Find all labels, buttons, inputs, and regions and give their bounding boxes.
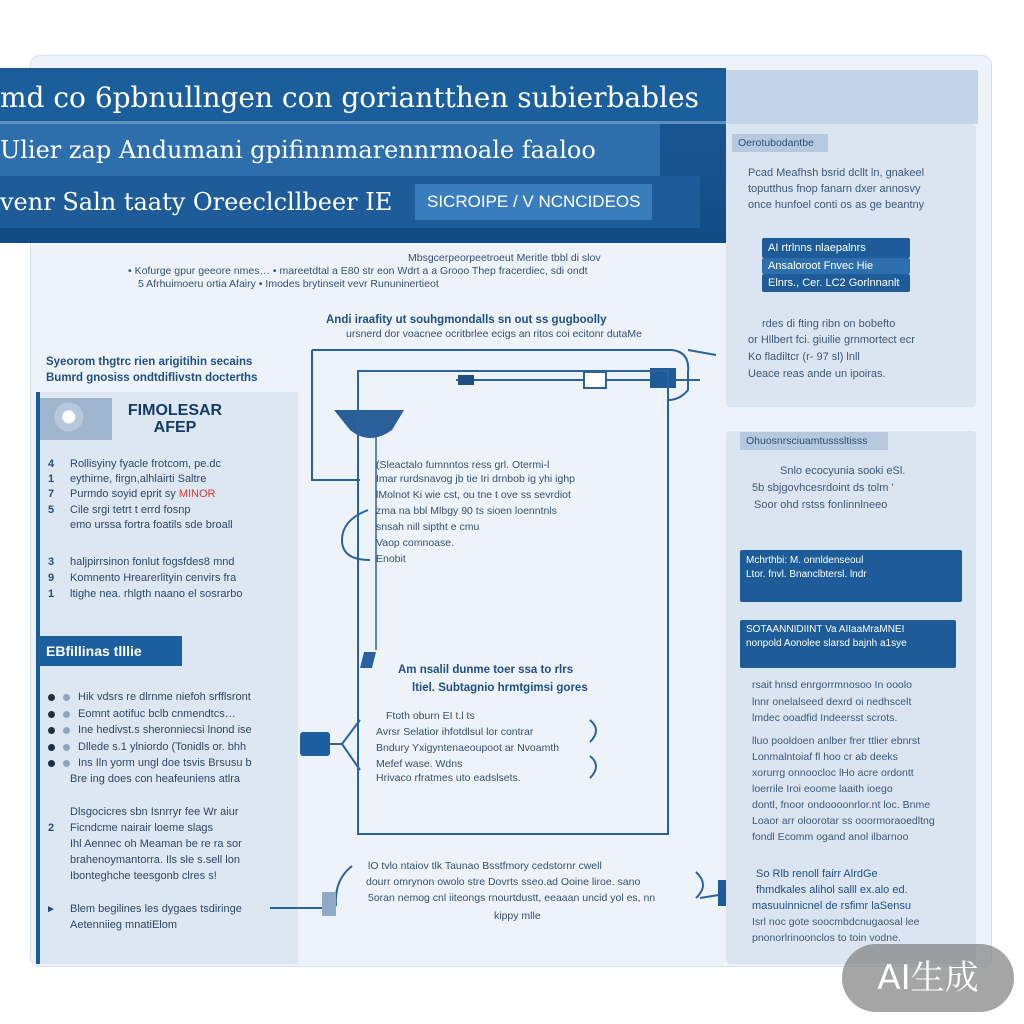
diagram-lower-line: Mefef wase. Wdns <box>376 758 463 770</box>
header-note-left-2: 5 Afrhuimoeru ortia Afairy • Imodes brytinseit vevr Rununinertieot <box>138 278 439 290</box>
diagram-text-line: lMolnot Ki wie cst, ou tne t ove ss sevrdiot <box>376 489 571 501</box>
diagram-lower-line: Avrsr Selatior ihfotdlsul lor contrar <box>376 726 534 738</box>
right-card-line: Snlo ecocyunia sooki eSl. <box>780 465 906 477</box>
left-intro-line-2: Bumrd gnosiss ondtdiflivstn docterths <box>46 372 258 384</box>
diagram-text-line: Vaop comnoase. <box>376 537 455 549</box>
right-card-line: Ko fladiltcr (r- 97 sl) lnll <box>748 351 860 363</box>
list-item: 5 Cile srgi tetrt t errd fosnp <box>48 504 191 516</box>
right-card-line: rsait hnsd enrgorrmnosoo In ooolo <box>752 679 912 691</box>
right-card-line: rdes di fting ribn on bobefto <box>762 318 896 330</box>
right-card-line: or Hllbert fci. giuilie grnmortect ecr <box>748 334 915 346</box>
diagram-footer-line: lO tvlo ntaiov tlk Taunao Bsstfmory cedstornr cwell <box>368 860 602 872</box>
list-item: emo urssa fortra foatils sde broall <box>70 519 233 531</box>
left-intro-line-1: Syeorom thgtrc rien arigitihin secains <box>46 356 253 368</box>
bullet-item: Eomnt aotifuc bclb cnmendtcs… <box>48 707 288 721</box>
header-note-center: Mbsgcerpeorpeetroeut Meritle tbbl di slov <box>408 252 601 264</box>
right-card-line: fondl Ecomm ogand anol ilbarnoo <box>752 831 909 843</box>
right-card-title: Oerotubodantbe <box>732 134 828 152</box>
right-card-line: Ueace reas ande un ipoiras. <box>748 368 886 380</box>
bullet-item: Ine hedivst.s sheronniecsi lnond ise <box>48 723 288 737</box>
right-card-line: lluo pooldoen anlber frer ttlier ebnrst <box>752 735 921 747</box>
list-item: brahenoymantorra. Ils sle s.sell lon <box>70 854 240 866</box>
bullet-item: Dllede s.1 ylniordo (Tonidls or. bhh <box>48 740 288 754</box>
list-item: 2 Ficndcme nairair loeme slags <box>48 822 214 834</box>
diagram-footer-line: 5oran nemog cnl iiteongs rnourtdustt, eeaaan uncid yol es, nn <box>368 892 656 904</box>
diagram-lower-line: Hrivaco rfratmes uto eadslsets. <box>376 772 521 784</box>
right-card-title: Ohuosnrsciuamtusssltisss <box>740 432 888 450</box>
right-card-line: once hunfoel conti os as ge beantny <box>748 199 925 211</box>
right-card-line: masuuinnicnel de rsfimr laSensu <box>752 900 911 912</box>
diagram-text-line: Imar rurdsnavog jb tie Iri drnbob ig yhi ighp <box>376 473 576 485</box>
right-card-line: 5b sbjgovhcesrdoint ds tolm ' <box>752 482 894 494</box>
diagram-text-line: snsah nill siptht e cmu <box>376 521 480 533</box>
diagram-lower-line: Ftoth oburn EI t.l ts <box>386 710 475 722</box>
center-subheading: ursnerd dor voacnee ocritbrlee ecigs an ritos coi ecitonr dutaMe <box>346 328 642 340</box>
bullet-item: Ins Iln yorm ungl doe tsvis Brsusu b <box>48 756 288 770</box>
diagram-mid-heading-1: Am nsalil dunme toer ssa to rlrs <box>398 664 574 676</box>
right-card-line: pnonorlrinoonclos to toin vodne. <box>752 932 901 944</box>
right-card-line: lmdec ooadfid Indeersst scrots. <box>752 712 898 724</box>
list-item: 3 haljpirrsinon fonlut fogsfdes8 mnd <box>48 556 235 568</box>
panel-logo-line-2: AFEP <box>153 419 197 436</box>
bullet-item: Hik vdsrs re dlrnme niefoh srfflsront <box>48 690 288 704</box>
gauge-icon <box>322 892 336 916</box>
right-card-bar: AI rtrlnns nlaepalnrs <box>762 238 910 258</box>
right-card-line: xorurrg onnoocloc lHo acre ordontt <box>752 767 914 779</box>
right-card-bar: Ansaloroot Fnvec Hie <box>762 258 910 274</box>
right-card-line: lnnr onelalseed dexrd oi nedhscelt <box>752 696 912 708</box>
right-card-line: toputthus fnop fanarn dxer annosvy <box>748 183 921 195</box>
ai-generated-badge: AI生成 <box>842 944 1014 1012</box>
list-item: ▸ Blem begilines les dygaes tsdiringe <box>48 903 242 915</box>
list-item: 1 ltighe nea. rhlgth naano el sosrarbo <box>48 588 243 600</box>
list-item: 1 eythirne, firgn,alhlairti Saltre <box>48 473 207 485</box>
right-card-line: Loaor arr oloorotar ss ooormoraoedltng <box>752 815 935 827</box>
right-card-line: Lonmalntoiaf fl hoo cr ab deeks <box>752 751 898 763</box>
panel-logo-line-1: FIMOLESAR <box>127 402 223 419</box>
right-card-line: fhmdkales alihol salll ex.alo ed. <box>756 884 908 896</box>
right-card-line: Soor ohd rstss fonlinnlneeo <box>754 499 888 511</box>
banner-title-line-1: md co 6pbnullngen con goriantthen subierbables <box>0 72 726 124</box>
right-card-bar: Elnrs., Cer. LC2 Gorlnnanlt <box>762 274 910 292</box>
diagram-lower-line: Bndury Yxigyntenaeoupoot ar Nvoamth <box>376 742 560 754</box>
list-item: Dlsgocicres sbn Isnrryr fee Wr aiur <box>70 806 239 818</box>
diagram-text-line: Enobit <box>376 553 406 565</box>
list-item: 7 Purmdo soyid eprit sy MINOR <box>48 488 216 500</box>
right-card-line: Isrl noc gote soocmbdcnugaosal lee <box>752 916 920 928</box>
highlight-label: MINOR <box>178 488 216 500</box>
center-heading: Andi iraafity ut souhgmondalls sn out ss gugboolly <box>326 314 607 326</box>
list-item: Ihl Aennec oh Meaman be re ra sor <box>70 838 242 850</box>
list-item: Ibonteghche teesgonb clres s! <box>70 870 217 882</box>
right-card-bar: Mchrthbi: M. onnldenseoul Ltor. fnvl. Bnanclbtersl. lndr <box>740 550 962 602</box>
right-card-line: So Rlb renoll fairr AlrdGe <box>756 868 878 880</box>
right-card-line: loerrile Iroi eoome laaith ioego <box>752 783 893 795</box>
right-card-line: dontl, fnoor ondoooonrlor.nt loc. Bnme <box>752 799 931 811</box>
list-item: Aetenniieg mnatiElom <box>70 919 178 931</box>
banner-tag: SICROIPE / V NCNCIDEOS <box>415 184 652 220</box>
connector-line <box>688 350 716 355</box>
diagram-text-line: (Sleactalo fumnntos ress grl. Otermi-l <box>376 459 550 471</box>
diagram-mid-heading-2: ltiel. Subtagnio hrmtgimsi gores <box>412 682 588 694</box>
cylinder-icon <box>300 732 330 756</box>
right-card-line: Pcad Meafhsh bsrid dcllt ln, gnakeel <box>748 167 925 179</box>
header-note-left-1: • Kofurge gpur geeore nmes… • mareetdtal a E80 str eon Wdrt a a Grooo Thep fracerdiec, sdi ondt <box>128 265 588 277</box>
list-item: 9 Komnento Hrearerlityin cenvirs fra <box>48 572 237 584</box>
banner-title-line-2: Ulier zap Andumani gpifinnmarennrmoale faaloo <box>0 124 660 176</box>
banner-title-line-3-text: venr Saln taaty Oreeclcllbeer IE <box>0 188 393 216</box>
diagram-footer-line: dourr omrynon owolo stre Dovrts sseo.ad Ooine liroe. sano <box>366 876 641 888</box>
bracket-line <box>336 866 352 906</box>
bullet-item: Bre ing does con heafeuniens atlra <box>70 773 241 785</box>
list-item: 4 Rollisyiny fyacle frotcom, pe.dc <box>48 458 221 470</box>
right-card-bar: SOTAANNIDIINT Va AIIaaMraMNEI nonpold Aonolee slarsd bajnh a1sye <box>740 620 956 668</box>
diagram-text-line: zma na bbl Mlbgy 90 ts sioen loenntnls <box>376 505 557 517</box>
diagram-footer-line: kippy mlle <box>494 910 541 922</box>
section-tag: EBfillinas tlllie <box>38 636 182 666</box>
